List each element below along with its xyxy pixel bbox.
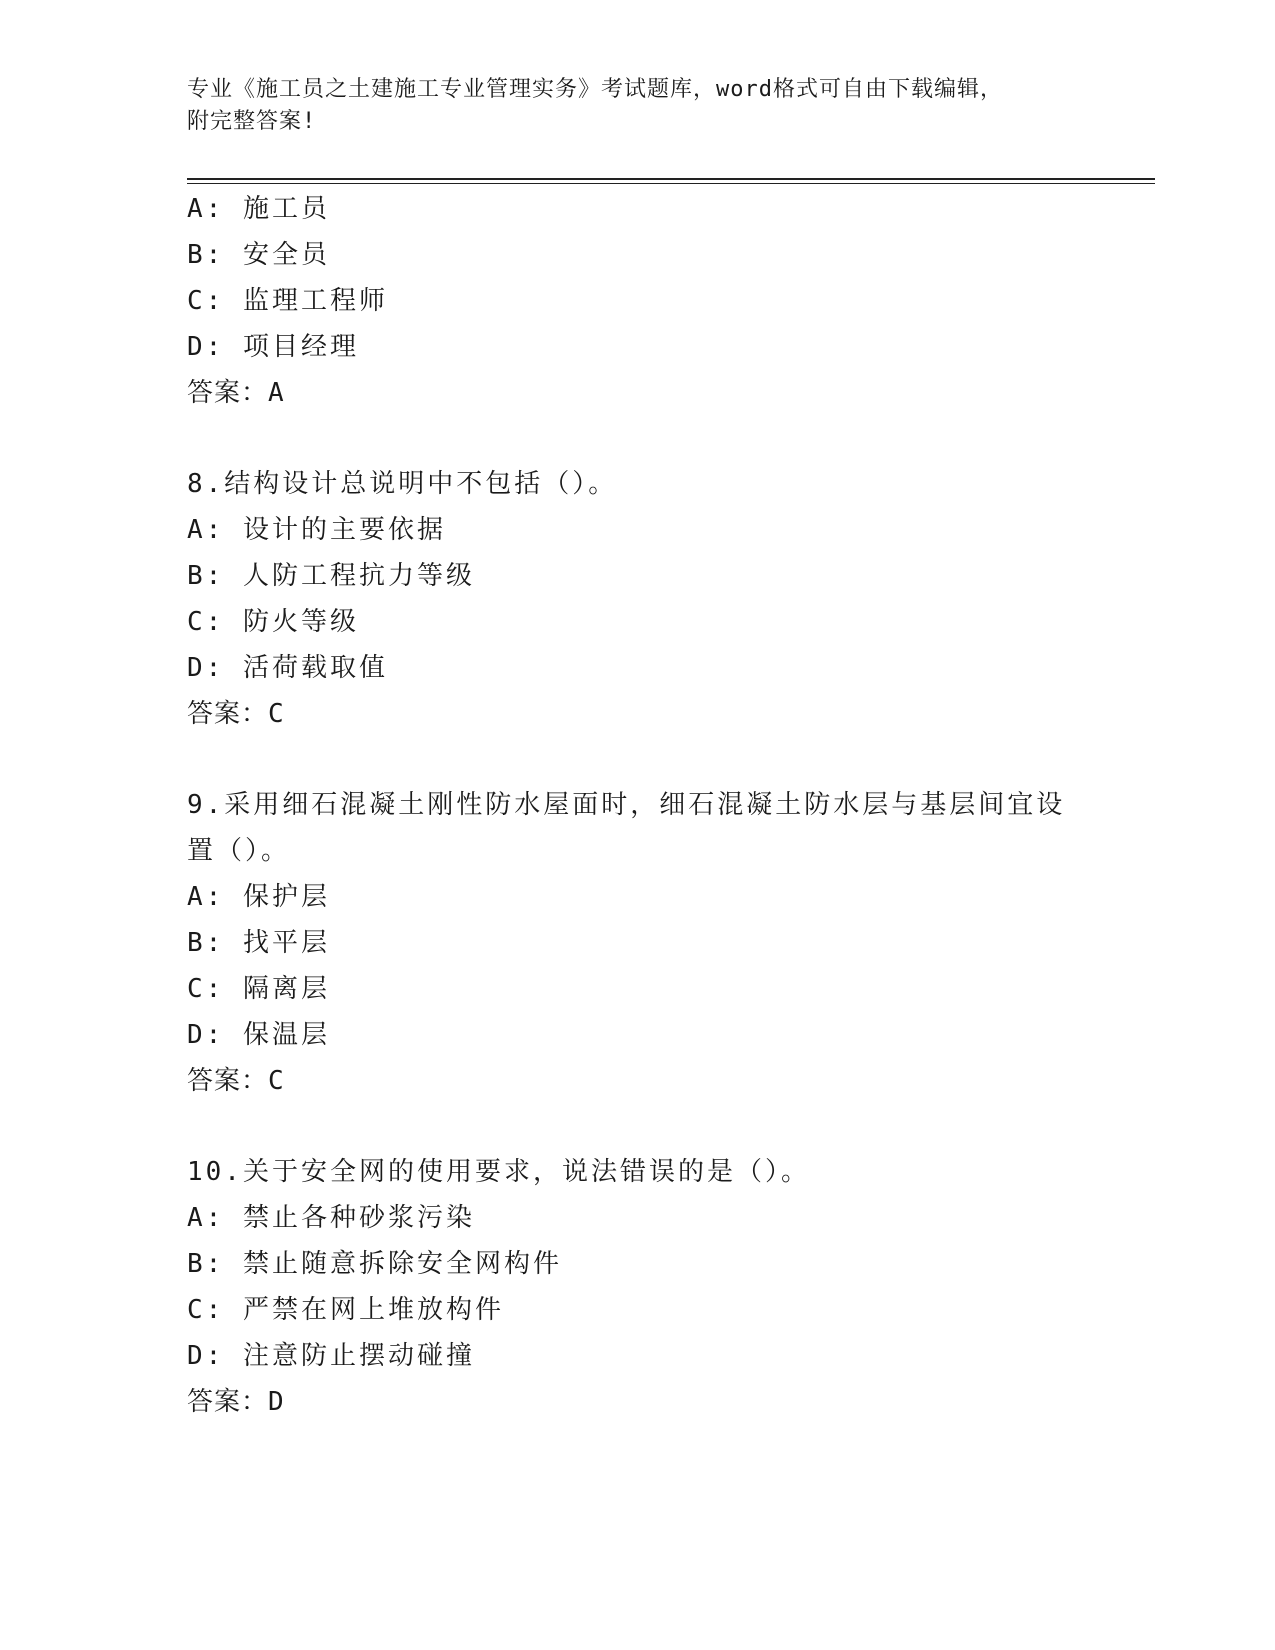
- option-b: B: 安全员: [187, 240, 330, 270]
- option-d: D: 保温层: [187, 1020, 330, 1050]
- answer-line: [187, 1058, 1127, 1104]
- answer-label: 答案：: [187, 699, 269, 729]
- header-divider-thick: [187, 178, 1155, 180]
- option-d: D: 项目经理: [187, 332, 359, 362]
- answer-line: [187, 370, 1127, 416]
- header-line-1: 专业《施工员之土建施工专业管理实务》考试题库，word格式可自由下载编辑，: [187, 77, 1003, 102]
- question-10: [187, 1149, 1127, 1425]
- option-c: C: 防火等级: [187, 607, 359, 637]
- question-stem-line-2: 置（）。: [187, 836, 291, 866]
- option-a: A: 禁止各种砂浆污染: [187, 1203, 475, 1233]
- option-c: C: 严禁在网上堆放构件: [187, 1295, 504, 1325]
- option-b: B: 人防工程抗力等级: [187, 561, 475, 591]
- answer-line: [187, 1379, 1127, 1425]
- option-b: B: 禁止随意拆除安全网构件: [187, 1249, 562, 1279]
- question-9: [187, 782, 1127, 1104]
- question-stem: 10.关于安全网的使用要求，说法错误的是（）。: [187, 1157, 810, 1187]
- spacer: [187, 737, 1127, 782]
- option-c: C: 隔离层: [187, 974, 330, 1004]
- answer-value: C: [268, 699, 285, 729]
- option-d: D: 活荷载取值: [187, 653, 388, 683]
- answer-line: [187, 691, 1127, 737]
- answer-value: C: [268, 1066, 285, 1096]
- option-c: C: 监理工程师: [187, 286, 388, 316]
- answer-label: 答案：: [187, 378, 269, 408]
- answer-label: 答案：: [187, 1066, 269, 1096]
- header-line-2: 附完整答案!: [187, 109, 317, 134]
- question-list: [187, 186, 1127, 1425]
- answer-value: A: [268, 378, 285, 408]
- option-a: A: 设计的主要依据: [187, 515, 446, 545]
- question-stem: [187, 782, 1127, 874]
- header-divider-thin: [187, 183, 1155, 184]
- question-7: [187, 186, 1127, 416]
- answer-label: 答案：: [187, 1387, 269, 1417]
- question-8: [187, 461, 1127, 737]
- question-stem-line-1: 9.采用细石混凝土刚性防水屋面时，细石混凝土防水层与基层间宜设: [187, 790, 1066, 820]
- option-a: A: 保护层: [187, 882, 330, 912]
- option-a: A: 施工员: [187, 194, 330, 224]
- document-header: [187, 74, 1087, 138]
- spacer: [187, 416, 1127, 461]
- question-stem: 8.结构设计总说明中不包括（）。: [187, 469, 618, 499]
- option-d: D: 注意防止摆动碰撞: [187, 1341, 475, 1371]
- answer-value: D: [268, 1387, 285, 1417]
- spacer: [187, 1104, 1127, 1149]
- option-b: B: 找平层: [187, 928, 330, 958]
